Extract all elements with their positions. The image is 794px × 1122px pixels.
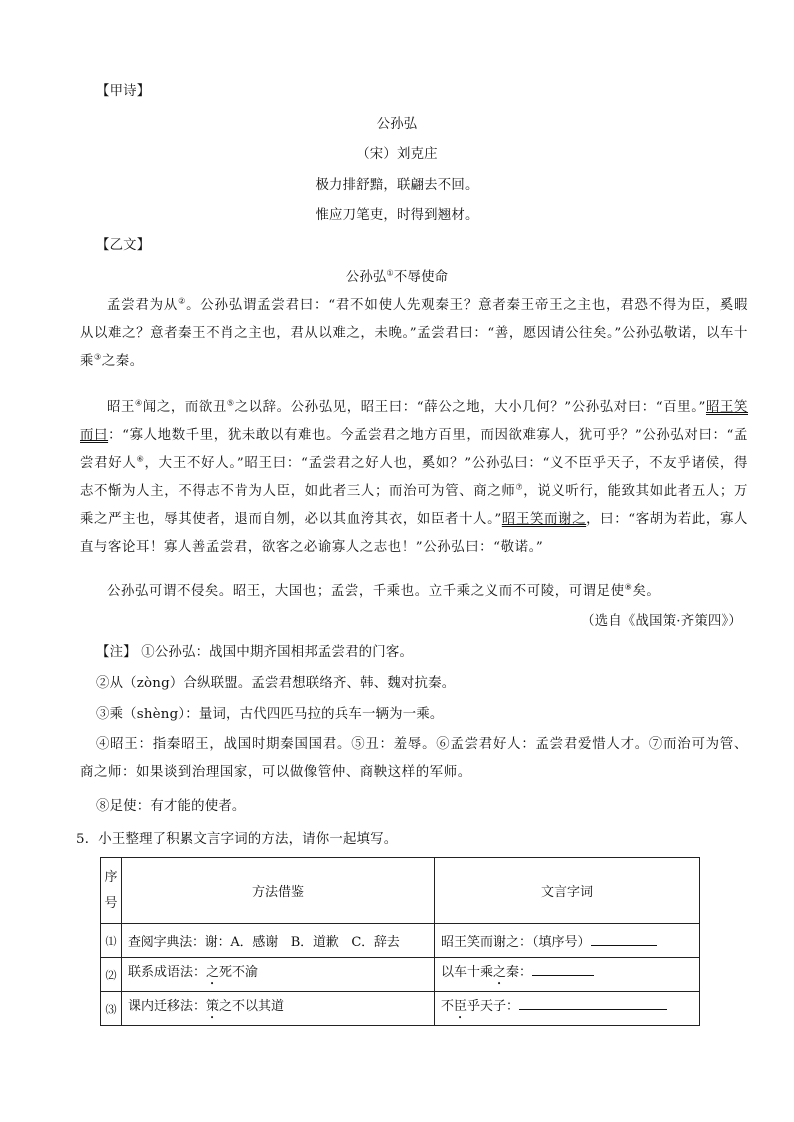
note-4: ④昭王：指秦昭王，战国时期秦国国君。⑤丑：羞辱。⑥孟尝君好人：孟尝君爱惜人才。⑦而治可为管、商之师：如果谈到治理国家，可以做像管仲、商鞅这样的军师。 [80,737,748,780]
table-row [101,992,700,1026]
poem-line-1: 极力排舒黯，联翩去不回。 [315,178,479,193]
table-header-row [101,858,700,924]
table-row [101,924,700,958]
word-cell: 昭王笑而谢之：（填序号） [435,924,700,958]
underlined-phrase-1: 昭王笑而曰 [80,400,749,443]
table-row [101,958,700,992]
note-5: ⑧足使：有才能的使者。 [96,799,246,814]
poem-title: 公孙弘 [376,117,418,132]
prose-title: 公孙弘①不辱使命 [345,268,449,285]
poem-section-label: 【甲诗】 [96,84,151,99]
poem-author: （宋）刘克庄 [356,147,438,162]
prose-section-label: 【乙文】 [96,238,151,253]
prose-paragraph-1: 孟尝君为从②。公孙弘谓孟尝君曰：“君不如使人先观秦王？意者秦王帝王之主也，君恐不得为臣，奚暇从以难之？意者秦王不肖之主也，君从以难之，未晚。”孟尝君曰：“善，愿因请公往矣。”公孙弘敬诺，以车十乘③之秦。 [80,296,748,369]
row-number: ⑴ [101,924,122,958]
method-cell: 课内迁移法：策之不以其道 [122,992,435,1026]
header-method: 方法借鉴 [122,858,435,924]
header-word: 文言字词 [435,858,700,924]
answer-blank[interactable] [532,961,594,976]
answer-blank[interactable] [591,931,657,946]
answer-blank[interactable] [519,995,667,1010]
row-number: ⑵ [101,958,122,992]
method-cell: 联系成语法：之死不渝 [122,958,435,992]
note-3: ③乘（shèng）：量词，古代四匹马拉的兵车一辆为一乘。 [96,707,444,722]
row-number: ⑶ [101,992,122,1026]
word-cell: 以车十乘之秦： [435,958,700,992]
prose-paragraph-2: 昭王④闻之，而欲丑⑤之以辞。公孙弘见，昭王曰：“薛公之地，大小几何？”公孙弘对曰：“百里。”昭王笑而曰：“寡人地数千里，犹未敢以有难也。今孟尝君之地方百里，而因欲难寡人，犹可乎？”公孙弘对曰：“孟尝君好人⑥，大王不好人。”昭王曰：“孟尝君之好人也，奚如？”公孙弘曰：“义不臣乎天子，不友乎诸侯，得志不惭为人主，不得志不肯为人臣，如此者三人；而治可为管、商之师⑦，说义听行，能致其如此者五人；万乘之严主也，辱其使者，退而自刎，必以其血洿其衣，如臣者十人。”昭王笑而谢之，曰：“客胡为若此，寡人直与客论耳！寡人善孟尝君，欲客之必谕寡人之志也！”公孙弘曰：“敬诺。” [80,398,749,555]
word-cell: 不臣乎天子： [435,992,700,1026]
method-cell: 查阅字典法：谢：A．感谢 B．道歉 C．辞去 [122,924,435,958]
prose-paragraph-3: 公孙弘可谓不侵矣。昭王，大国也；孟尝，千乘也。立千乘之义而不可陵，可谓足使⑧矣。 [107,582,661,599]
question-stem: 5．小王整理了积累文言字词的方法，请你一起填写。 [76,832,398,847]
note-1: 【注】 ①公孙弘：战国中期齐国相邦孟尝君的门客。 [96,645,414,660]
note-2: ②从（zòng）合纵联盟。孟尝君想联络齐、韩、魏对抗秦。 [96,676,456,691]
prose-source: （选自《战国策·齐策四》） [581,614,742,629]
header-number: 序号 [101,858,122,924]
poem-line-2: 惟应刀笔吏，时得到翘材。 [315,208,479,223]
underlined-phrase-2: 昭王笑而谢之 [501,512,587,527]
answer-table [100,857,700,1026]
